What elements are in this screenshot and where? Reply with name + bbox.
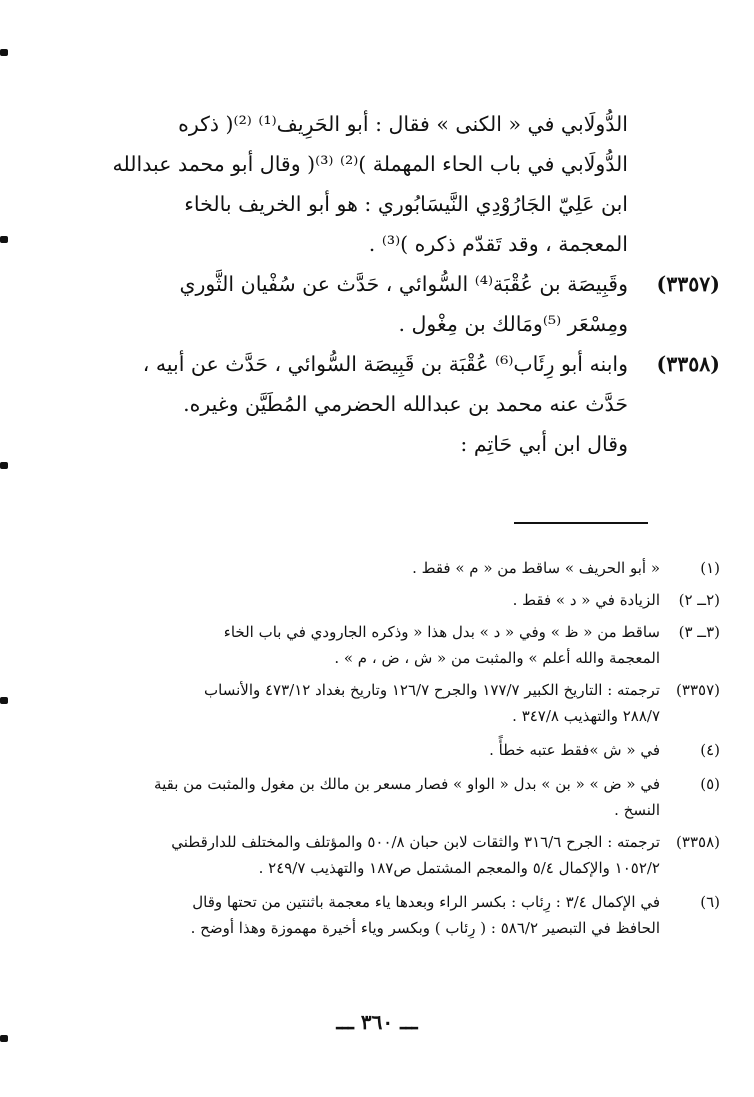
footnote-number: (٦) (700, 893, 720, 911)
footnote-rule (514, 522, 648, 524)
line-text: ومِسْعَر ⁽⁵⁾ومَالك بن مِغْول . (398, 312, 628, 336)
text-line (40, 104, 628, 144)
entry-number: (٣٣٥٨) (656, 352, 720, 376)
text-line (40, 224, 628, 264)
text-line (40, 184, 628, 224)
footnote-text: الزيادة في « د » فقط . (512, 591, 660, 609)
footnote-continuation (40, 797, 660, 823)
footnote-continuation (40, 855, 660, 881)
footnote-text: الحافظ في التبصير ٥٨٦/٢ : ( رِئاب ) وبكسر وياء أخيرة مهموزة وهذا أوضح . (190, 919, 660, 937)
footnote-number: (١) (700, 559, 720, 577)
footnote (40, 889, 720, 915)
margin-mark (0, 697, 8, 704)
margin-mark (0, 462, 8, 469)
line-text: الدُّولَابي في « الكنى » فقال : أبو الحَرِيف⁽¹⁾ ⁽²⁾( ذكره (178, 112, 628, 136)
line-text: ابن عَلِيّ الجَارُوْدِي النَّيسَابُوري : هو أبو الخريف بالخاء (184, 192, 628, 216)
footnote-number: (٣٣٥٨) (676, 833, 720, 851)
margin-mark (0, 1035, 8, 1042)
footnote (40, 829, 720, 855)
footnote-text: « أبو الحريف » ساقط من « م » فقط . (412, 559, 660, 577)
footnote-text: في الإكمال ٣/٤ : رِئاب : بكسر الراء وبعدها ياء معجمة باثنتين من تحتها وقال (192, 893, 660, 911)
footnote-text: المعجمة والله أعلم » والمثبت من « ش ، ض ، م » . (334, 649, 660, 667)
footnote (40, 771, 720, 797)
footnote (40, 587, 720, 613)
footnote (40, 619, 720, 645)
line-text: المعجمة ، وقد تَقدّم ذكره )⁽³⁾ . (368, 232, 628, 256)
footnote-text: ساقط من « ظ » وفي « د » بدل هذا « وذكره الجارودي في باب الخاء (223, 623, 660, 641)
footnote-number: (٥) (700, 775, 720, 793)
text-line (40, 424, 628, 464)
footnote-text: ١٠٥٢/٢ والإكمال ٥/٤ والمعجم المشتمل ص١٨٧ والتهذيب ٢٤٩/٧ . (258, 859, 660, 877)
footnote-number: (٣٣٥٧) (676, 681, 720, 699)
footnote-continuation (40, 645, 660, 671)
page-number: ـــ ٣٦٠ ـــ (336, 1010, 418, 1034)
footnote-continuation (40, 703, 660, 729)
entry-line (40, 344, 720, 384)
footnote-number: (٤) (700, 741, 720, 759)
margin-mark (0, 236, 8, 243)
line-text: وابنه أبو رِئَاب⁽⁶⁾ عُقْبَة بن قَبِيصَة السُّوائي ، حَدَّث عن أبيه ، (142, 352, 628, 376)
footnote-text: ٢٨٨/٧ والتهذيب ٣٤٧/٨ . (512, 707, 660, 725)
footnote-number: (٢ــ ٢) (678, 591, 720, 609)
footnote-number: (٣ــ ٣) (678, 623, 720, 641)
footnote-text: في « ش »فقط عتبه خطأً . (489, 741, 660, 759)
entry-number: (٣٣٥٧) (656, 272, 720, 296)
line-text: وقَبِيصَة بن عُقْبَة⁽⁴⁾ السُّوائي ، حَدَّث عن سُفْيان الثَّوري (179, 272, 628, 296)
line-text: حَدَّث عنه محمد بن عبدالله الحضرمي المُطَيَّن وغيره. (183, 392, 628, 416)
text-line (40, 144, 628, 184)
margin-mark (0, 49, 8, 56)
footnote (40, 555, 720, 581)
footnote-text: في « ض » « بن » بدل « الواو » فصار مسعر بن مالك بن مغول والمثبت من بقية (154, 775, 660, 793)
line-text: وقال ابن أبي حَاتِم : (460, 432, 628, 456)
text-line (40, 304, 628, 344)
footnote-text: ترجمته : التاريخ الكبير ١٧٧/٧ والجرح ١٢٦/٧ وتاريخ بغداد ٤٧٣/١٢ والأنساب (204, 681, 660, 699)
footnote-text: ترجمته : الجرح ٣١٦/٦ والثقات لابن حبان ٥٠٠/٨ والمؤتلف والمختلف للدارقطني (171, 833, 660, 851)
footnote (40, 677, 720, 703)
footnote-continuation (40, 915, 660, 941)
footnote (40, 737, 720, 763)
footnote-text: النسخ . (614, 801, 660, 819)
text-line (40, 384, 628, 424)
line-text: الدُّولَابي في باب الحاء المهملة )⁽²⁾ ⁽³⁾( وقال أبو محمد عبدالله (112, 152, 628, 176)
entry-line (40, 264, 720, 304)
